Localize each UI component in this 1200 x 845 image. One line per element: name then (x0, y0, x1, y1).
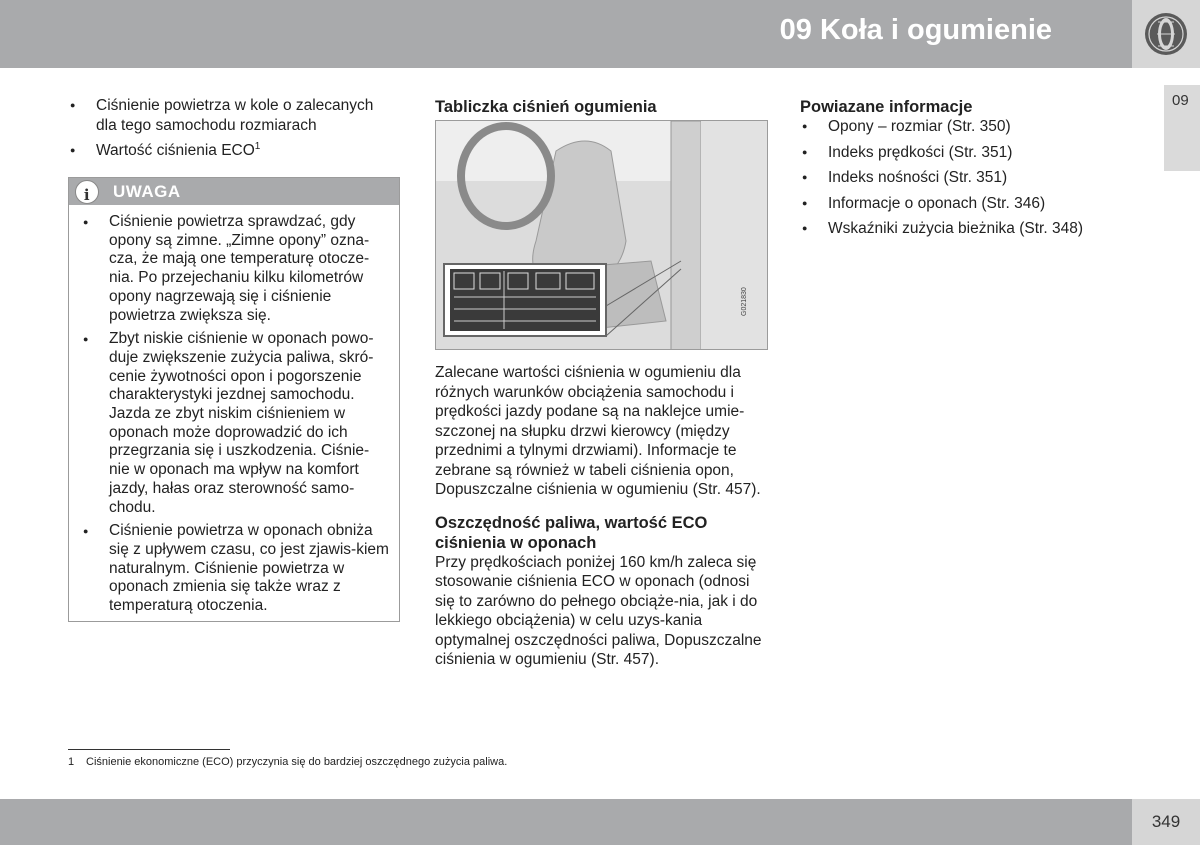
warning-body (69, 205, 399, 616)
intro-bullet-list (68, 96, 398, 161)
paragraph: Przy prędkościach poniżej 160 km/h zaleca się stosowanie ciśnienia ECO w oponach (odnosi się to zarówno do pełnego obciąże-nia, jak i do lekkiego obciążenia) w celu uzys-kania optymalnej oszczędności paliwa, Dopuszczalne ciśnienia w ogumieniu (Str. 457). (435, 553, 762, 668)
right-column (800, 97, 1130, 245)
warning-box (68, 177, 400, 622)
footnote-number: 1 (68, 756, 75, 768)
info-icon (75, 180, 99, 204)
door-pillar-photo (435, 120, 768, 350)
related-link[interactable]: ● Indeks prędkości (Str. 351) (800, 143, 1130, 163)
tire-icon (1132, 0, 1200, 68)
related-links-list (800, 117, 1130, 239)
footnote-ref: 1 (254, 140, 261, 152)
related-link[interactable]: ● Wskaźniki zużycia bieżnika (Str. 348) (800, 219, 1130, 239)
section-heading: Oszczędność paliwa, wartość ECO ciśnienia w oponach (435, 513, 708, 552)
footnote (68, 756, 507, 768)
left-column (68, 96, 398, 167)
related-info-heading: Powiazane informacje (800, 98, 973, 116)
related-link[interactable]: ● Informacje o oponach (Str. 346) (800, 194, 1130, 214)
list-item: ● Ciśnienie powietrza sprawdzać, gdy opony są zimne. „Zimne opony” ozna-cza, że mają one temperaturę otocze-nia. Po przejechaniu kilku kilometrów opony nagrzewają się i ciśnienie powietrza zwiększa się. (81, 213, 389, 325)
middle-column-text (435, 363, 765, 670)
header-icon-box (1132, 0, 1200, 68)
page-number: 349 (1132, 799, 1200, 845)
list-item-text: Wartość ciśnienia ECO (96, 142, 255, 159)
list-item: ● Zbyt niskie ciśnienie w oponach powo-duje zwiększenie zużycia paliwa, skró-cenie żywotności opon i pogorszenie charakterystyki jezdnej samochodu. Jazda ze zbyt niskim ciśnieniem w oponach może doprowadzić do ich przegrzania się i uszkodzenia. Ciśnie-nie w oponach ma wpływ na komfort jazdy, hałas oraz sterowność samo-chodu. (81, 330, 389, 517)
paragraph: Zalecane wartości ciśnienia w ogumieniu dla różnych warunków obciążenia samochodu i prędkości jazdy podane są na naklejce umie-szczonej na słupku drzwi kierowcy (między przednimi a tylnymi drzwiami). Informacje te zebrane są również w tabeli ciśnienia opon, Dopuszczalne ciśnienia w ogumieniu (Str. 457). (435, 364, 761, 498)
list-item (68, 141, 398, 161)
chapter-title: 09 Koła i ogumienie (779, 14, 1052, 46)
footnote-text: Ciśnienie ekonomiczne (ECO) przyczynia się do bardziej oszczędnego zużycia paliwa. (86, 756, 508, 768)
image-code: G021830 (741, 287, 748, 316)
list-item-text: Ciśnienie powietrza w kole o zalecanych dla tego samochodu rozmiarach (96, 97, 374, 134)
warning-list (81, 213, 389, 616)
list-item: ● Ciśnienie powietrza w oponach obniża się z upływem czasu, co jest zjawis-kiem naturalnym. Ciśnienie powietrza w oponach zmienia się także wraz z temperaturą otoczenia. (81, 522, 389, 616)
related-link[interactable]: ● Indeks nośności (Str. 351) (800, 168, 1130, 188)
list-item (68, 96, 398, 135)
footnote-divider (68, 749, 230, 750)
warning-header (69, 178, 399, 205)
warning-title: UWAGA (113, 182, 181, 201)
section-heading: Tabliczka ciśnień ogumienia (435, 98, 657, 116)
footer-bar (0, 799, 1132, 845)
related-link[interactable]: ● Opony – rozmiar (Str. 350) (800, 117, 1130, 137)
header-bar (0, 0, 1132, 68)
car-interior-illustration (436, 121, 768, 350)
chapter-tab: 09 (1164, 85, 1200, 171)
